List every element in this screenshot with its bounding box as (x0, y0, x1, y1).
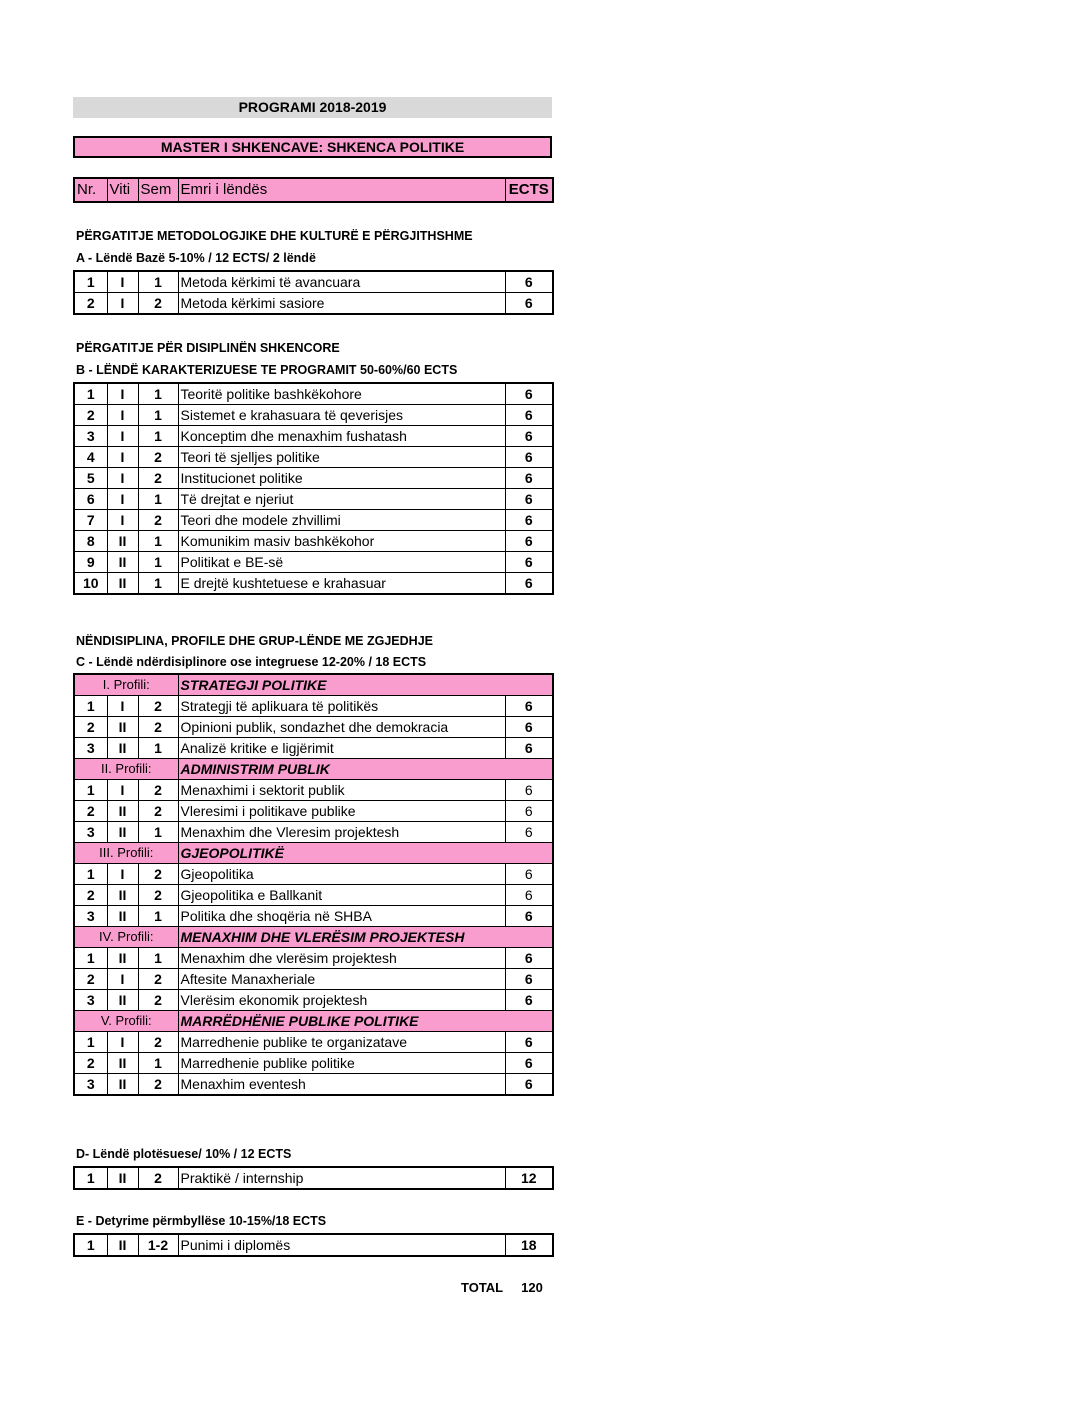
profile-label: IV. Profili: (74, 927, 178, 948)
course-year: I (107, 489, 138, 510)
course-ects: 6 (505, 864, 553, 885)
course-ects: 6 (505, 447, 553, 468)
course-row (74, 1032, 553, 1053)
course-semester: 1 (138, 383, 178, 405)
course-row (74, 383, 553, 405)
section-a-table (73, 270, 554, 315)
course-ects: 6 (505, 906, 553, 927)
course-semester: 2 (138, 864, 178, 885)
course-row (74, 271, 553, 293)
section-a-subheading: A - Lëndë Bazë 5-10% / 12 ECTS/ 2 lëndë (76, 251, 316, 265)
section-b-heading: PËRGATITJE PËR DISIPLINËN SHKENCORE (76, 341, 340, 355)
course-name: E drejtë kushtetuese e krahasuar (178, 573, 505, 595)
section-c-heading: NËNDISIPLINA, PROFILE DHE GRUP-LËNDE ME ZGJEDHJE (76, 634, 433, 648)
course-nr: 1 (74, 948, 107, 969)
course-ects: 6 (505, 1032, 553, 1053)
course-year: II (107, 990, 138, 1011)
course-nr: 3 (74, 906, 107, 927)
course-name: Strategji të aplikuara të politikës (178, 696, 505, 717)
course-year: II (107, 906, 138, 927)
course-row (74, 801, 553, 822)
profile-label: I. Profili: (74, 674, 178, 696)
course-name: Konceptim dhe menaxhim fushatash (178, 426, 505, 447)
course-semester: 2 (138, 468, 178, 489)
course-name: Vleresimi i politikave publike (178, 801, 505, 822)
course-nr: 10 (74, 573, 107, 595)
course-name: Teoritë politike bashkëkohore (178, 383, 505, 405)
course-nr: 2 (74, 405, 107, 426)
course-ects: 6 (505, 822, 553, 843)
course-year: I (107, 383, 138, 405)
course-row (74, 510, 553, 531)
section-b-subheading: B - LËNDË KARAKTERIZUESE TE PROGRAMIT 50-60%/60 ECTS (76, 363, 458, 377)
course-ects: 6 (505, 948, 553, 969)
course-row (74, 489, 553, 510)
course-year: II (107, 948, 138, 969)
course-row (74, 552, 553, 573)
course-name: Teori dhe modele zhvillimi (178, 510, 505, 531)
total-label: TOTAL (461, 1280, 504, 1295)
course-ects: 6 (505, 531, 553, 552)
course-ects: 6 (505, 885, 553, 906)
course-name: Praktikë / internship (178, 1167, 505, 1189)
course-year: I (107, 510, 138, 531)
course-year: II (107, 573, 138, 595)
header-viti: Viti (107, 178, 138, 202)
course-nr: 2 (74, 969, 107, 990)
profile-header-row (74, 759, 553, 780)
course-ects: 6 (505, 573, 553, 595)
course-nr: 2 (74, 293, 107, 315)
course-ects: 6 (505, 801, 553, 822)
course-name: Aftesite Manaxheriale (178, 969, 505, 990)
profile-header-row (74, 1011, 553, 1032)
course-name: Gjeopolitika (178, 864, 505, 885)
course-semester: 1 (138, 405, 178, 426)
course-semester: 1 (138, 489, 178, 510)
course-row (74, 1053, 553, 1074)
section-d-subheading: D- Lëndë plotësuese/ 10% / 12 ECTS (76, 1147, 292, 1161)
course-year: II (107, 1234, 138, 1256)
course-ects: 6 (505, 552, 553, 573)
course-nr: 2 (74, 717, 107, 738)
profile-header-row (74, 843, 553, 864)
course-nr: 1 (74, 780, 107, 801)
course-nr: 1 (74, 696, 107, 717)
header-nr: Nr. (74, 178, 107, 202)
course-year: II (107, 1074, 138, 1096)
course-nr: 7 (74, 510, 107, 531)
course-semester: 1 (138, 271, 178, 293)
course-name: Menaxhim dhe vlerësim projektesh (178, 948, 505, 969)
course-ects: 6 (505, 780, 553, 801)
course-row (74, 1167, 553, 1189)
course-row (74, 293, 553, 315)
profile-title: MARRËDHËNIE PUBLIKE POLITIKE (178, 1011, 553, 1032)
total-line (461, 1280, 543, 1295)
course-row (74, 864, 553, 885)
course-ects: 6 (505, 1053, 553, 1074)
profile-header-row (74, 674, 553, 696)
course-ects: 6 (505, 426, 553, 447)
course-semester: 2 (138, 510, 178, 531)
course-year: I (107, 426, 138, 447)
course-semester: 2 (138, 696, 178, 717)
course-ects: 6 (505, 717, 553, 738)
course-semester: 2 (138, 990, 178, 1011)
course-row (74, 468, 553, 489)
course-row (74, 885, 553, 906)
course-row (74, 426, 553, 447)
course-year: I (107, 1032, 138, 1053)
course-row (74, 822, 553, 843)
course-year: II (107, 717, 138, 738)
course-name: Komunikim masiv bashkëkohor (178, 531, 505, 552)
course-name: Analizë kritike e ligjërimit (178, 738, 505, 759)
course-nr: 3 (74, 822, 107, 843)
course-year: II (107, 738, 138, 759)
course-semester: 2 (138, 969, 178, 990)
course-name: Menaxhim eventesh (178, 1074, 505, 1096)
course-semester: 2 (138, 1032, 178, 1053)
course-year: I (107, 405, 138, 426)
course-nr: 6 (74, 489, 107, 510)
course-ects: 12 (505, 1167, 553, 1189)
course-name: Gjeopolitika e Ballkanit (178, 885, 505, 906)
profile-label: V. Profili: (74, 1011, 178, 1032)
course-nr: 5 (74, 468, 107, 489)
course-nr: 3 (74, 1074, 107, 1096)
section-d-table (73, 1166, 554, 1190)
course-name: Menaxhim dhe Vleresim projektesh (178, 822, 505, 843)
course-name: Menaxhimi i sektorit publik (178, 780, 505, 801)
course-name: Teori të sjelljes politike (178, 447, 505, 468)
course-name: Marredhenie publike te organizatave (178, 1032, 505, 1053)
course-name: Vlerësim ekonomik projektesh (178, 990, 505, 1011)
header-sem: Sem (138, 178, 178, 202)
course-nr: 4 (74, 447, 107, 468)
course-nr: 2 (74, 801, 107, 822)
course-name: Metoda kërkimi të avancuara (178, 271, 505, 293)
section-b-table (73, 382, 554, 595)
course-row (74, 447, 553, 468)
course-ects: 18 (505, 1234, 553, 1256)
section-e-table (73, 1233, 554, 1257)
program-subtitle: MASTER I SHKENCAVE: SHKENCA POLITIKE (73, 136, 552, 158)
course-name: Politika dhe shoqëria në SHBA (178, 906, 505, 927)
course-row (74, 696, 553, 717)
course-year: II (107, 822, 138, 843)
profile-header-row (74, 927, 553, 948)
course-name: Sistemet e krahasuara të qeverisjes (178, 405, 505, 426)
course-year: II (107, 531, 138, 552)
course-year: I (107, 780, 138, 801)
course-year: II (107, 801, 138, 822)
course-ects: 6 (505, 271, 553, 293)
course-ects: 6 (505, 696, 553, 717)
course-name: Marredhenie publike politike (178, 1053, 505, 1074)
course-semester: 1 (138, 552, 178, 573)
course-name: Opinioni publik, sondazhet dhe demokracia (178, 717, 505, 738)
course-name: Të drejtat e njeriut (178, 489, 505, 510)
course-semester: 2 (138, 447, 178, 468)
section-e-subheading: E - Detyrime përmbyllëse 10-15%/18 ECTS (76, 1214, 327, 1228)
course-semester: 1 (138, 1053, 178, 1074)
course-semester: 2 (138, 780, 178, 801)
course-row (74, 1074, 553, 1096)
course-row (74, 1234, 553, 1256)
course-year: I (107, 969, 138, 990)
course-nr: 3 (74, 426, 107, 447)
course-year: II (107, 1053, 138, 1074)
section-a-heading: PËRGATITJE METODOLOGJIKE DHE KULTURË E PËRGJITHSHME (76, 229, 473, 243)
course-ects: 6 (505, 510, 553, 531)
course-year: II (107, 885, 138, 906)
total-value: 120 (521, 1280, 543, 1295)
course-name: Politikat e BE-së (178, 552, 505, 573)
course-semester: 1 (138, 573, 178, 595)
course-semester: 1 (138, 738, 178, 759)
course-year: II (107, 552, 138, 573)
profile-label: III. Profili: (74, 843, 178, 864)
course-nr: 1 (74, 383, 107, 405)
profile-title: ADMINISTRIM PUBLIK (178, 759, 553, 780)
course-ects: 6 (505, 405, 553, 426)
course-ects: 6 (505, 383, 553, 405)
course-semester: 2 (138, 1167, 178, 1189)
course-row (74, 990, 553, 1011)
course-year: I (107, 468, 138, 489)
course-name: Metoda kërkimi sasiore (178, 293, 505, 315)
column-header-row (74, 178, 553, 202)
course-semester: 1 (138, 426, 178, 447)
course-nr: 8 (74, 531, 107, 552)
profile-title: GJEOPOLITIKË (178, 843, 553, 864)
course-year: I (107, 864, 138, 885)
course-semester: 1 (138, 531, 178, 552)
course-ects: 6 (505, 489, 553, 510)
course-semester: 1-2 (138, 1234, 178, 1256)
course-nr: 1 (74, 271, 107, 293)
course-row (74, 969, 553, 990)
header-ects: ECTS (505, 178, 553, 202)
course-ects: 6 (505, 468, 553, 489)
course-ects: 6 (505, 738, 553, 759)
profile-label: II. Profili: (74, 759, 178, 780)
course-semester: 1 (138, 948, 178, 969)
course-ects: 6 (505, 990, 553, 1011)
course-semester: 2 (138, 801, 178, 822)
course-semester: 2 (138, 1074, 178, 1096)
course-ects: 6 (505, 1074, 553, 1096)
course-year: I (107, 271, 138, 293)
course-row (74, 717, 553, 738)
course-year: I (107, 293, 138, 315)
header-emri: Emri i lëndës (178, 178, 505, 202)
course-year: II (107, 1167, 138, 1189)
course-nr: 9 (74, 552, 107, 573)
course-nr: 1 (74, 1234, 107, 1256)
course-ects: 6 (505, 293, 553, 315)
course-row (74, 405, 553, 426)
course-name: Punimi i diplomës (178, 1234, 505, 1256)
course-nr: 1 (74, 864, 107, 885)
course-row (74, 531, 553, 552)
course-name: Institucionet politike (178, 468, 505, 489)
course-row (74, 906, 553, 927)
course-row (74, 573, 553, 595)
profile-title: MENAXHIM DHE VLERËSIM PROJEKTESH (178, 927, 553, 948)
course-nr: 1 (74, 1167, 107, 1189)
section-c-profiles-table (73, 673, 554, 1096)
column-header-table (73, 177, 554, 203)
course-nr: 2 (74, 1053, 107, 1074)
course-semester: 2 (138, 293, 178, 315)
course-nr: 2 (74, 885, 107, 906)
course-nr: 3 (74, 738, 107, 759)
course-semester: 2 (138, 717, 178, 738)
course-nr: 1 (74, 1032, 107, 1053)
program-title: PROGRAMI 2018-2019 (73, 97, 552, 118)
course-semester: 1 (138, 822, 178, 843)
course-row (74, 738, 553, 759)
course-row (74, 948, 553, 969)
course-nr: 3 (74, 990, 107, 1011)
course-semester: 2 (138, 885, 178, 906)
course-year: I (107, 696, 138, 717)
course-ects: 6 (505, 969, 553, 990)
course-year: I (107, 447, 138, 468)
section-c-subheading: C - Lëndë ndërdisiplinore ose integruese 12-20% / 18 ECTS (76, 655, 427, 669)
course-semester: 1 (138, 906, 178, 927)
course-row (74, 780, 553, 801)
profile-title: STRATEGJI POLITIKE (178, 674, 553, 696)
